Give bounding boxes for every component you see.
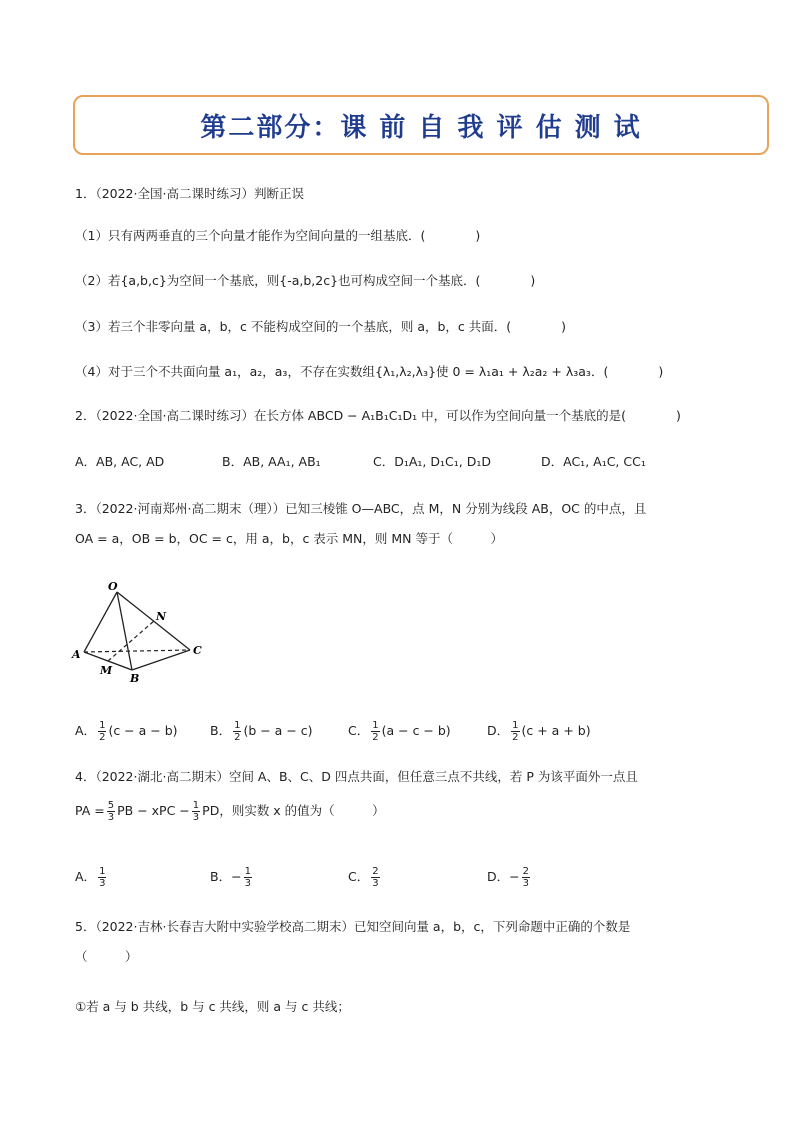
q5-stem-line1: 5．（2022·吉林·长春吉大附中实验学校高二期末）已知空间向量 a，b，c，下列命题中正确的个数是	[75, 919, 631, 934]
half-fraction: $\frac{1}{2}$	[99, 720, 106, 743]
tetrahedron-figure	[70, 580, 210, 685]
edge-OC	[117, 592, 190, 650]
q2-option-c: C．D₁A₁, D₁C₁, D₁D	[373, 454, 491, 469]
section-title: 第二部分：课 前 自 我 评 估 测 试	[200, 112, 642, 143]
label-C: C	[193, 644, 202, 657]
q2-option-a: A．AB, AC, AD	[75, 454, 165, 469]
q3-stem-line1: 3．（2022·河南郑州·高二期末（理））已知三棱锥 O—ABC，点 M，N 分别为线段 AB，OC 的中点，且	[75, 501, 647, 516]
half-fraction: $\frac{1}{2}$	[372, 720, 379, 743]
q3-option-c: C． $\frac{1}{2}$ (a − c − b)	[348, 720, 451, 743]
label-N: N	[156, 610, 167, 623]
q5-item-1: ①若 a 与 b 共线，b 与 c 共线，则 a 与 c 共线；	[75, 999, 350, 1014]
q1-statement-3: （3）若三个非零向量 a，b，c 不能构成空间的一个基底，则 a，b，c 共面．( )	[75, 319, 567, 334]
q4-option-c: C． $\frac{2}{3}$	[348, 866, 379, 889]
label-M: M	[100, 664, 113, 677]
q4-option-d: D．− $\frac{2}{3}$	[487, 866, 529, 889]
q5-stem-line2: （ ）	[75, 949, 138, 964]
q2-option-b: B．AB, AA₁, AB₁	[222, 454, 321, 469]
q3-option-b: B． $\frac{1}{2}$ (b − a − c)	[210, 720, 313, 743]
edge-AC	[84, 650, 190, 652]
q4-equation: PA = $\frac{5}{3}$ PB − xPC − $\frac{1}{3}$ PD，则实数 x 的值为（ ）	[75, 800, 385, 823]
half-fraction: $\frac{1}{2}$	[512, 720, 519, 743]
label-O: O	[108, 580, 118, 593]
q2-option-d: D．AC₁, A₁C, CC₁	[541, 454, 646, 469]
q3-option-a: A． $\frac{1}{2}$ (c − a − b)	[75, 720, 178, 743]
segment-MN	[108, 621, 154, 661]
half-fraction: $\frac{1}{2}$	[234, 720, 241, 743]
q4-stem-line1: 4．（2022·湖北·高二期末）空间 A、B、C、D 四点共面，但任意三点不共线，若 P 为该平面外一点且	[75, 769, 638, 784]
section-banner	[73, 95, 769, 155]
q1-stem: 1．（2022·全国·高二课时练习）判断正误	[75, 186, 304, 201]
label-A: A	[72, 648, 81, 661]
q3-stem-line2: OA = a，OB = b，OC = c，用 a，b，c 表示 MN，则 MN 等于（ ）	[75, 531, 503, 546]
q1-statement-1: （1）只有两两垂直的三个向量才能作为空间向量的一组基底．( )	[75, 228, 481, 243]
q2-stem: 2．（2022·全国·高二课时练习）在长方体 ABCD − A₁B₁C₁D₁ 中，可以作为空间向量一个基底的是( )	[75, 408, 681, 423]
edge-BC	[132, 650, 190, 670]
edge-OA	[84, 592, 117, 652]
q4-option-b: B．− $\frac{1}{3}$	[210, 866, 251, 889]
edge-OB	[117, 592, 132, 670]
q1-statement-2: （2）若{a,b,c}为空间一个基底，则{-a,b,2c}也可构成空间一个基底．( )	[75, 273, 536, 288]
q1-statement-4: （4）对于三个不共面向量 a₁，a₂，a₃，不存在实数组{λ₁,λ₂,λ₃}使 0 = λ₁a₁ + λ₂a₂ + λ₃a₃．( )	[75, 364, 664, 379]
label-B: B	[130, 672, 140, 685]
q4-option-a: A． $\frac{1}{3}$	[75, 866, 106, 889]
q3-option-d: D． $\frac{1}{2}$ (c + a + b)	[487, 720, 591, 743]
